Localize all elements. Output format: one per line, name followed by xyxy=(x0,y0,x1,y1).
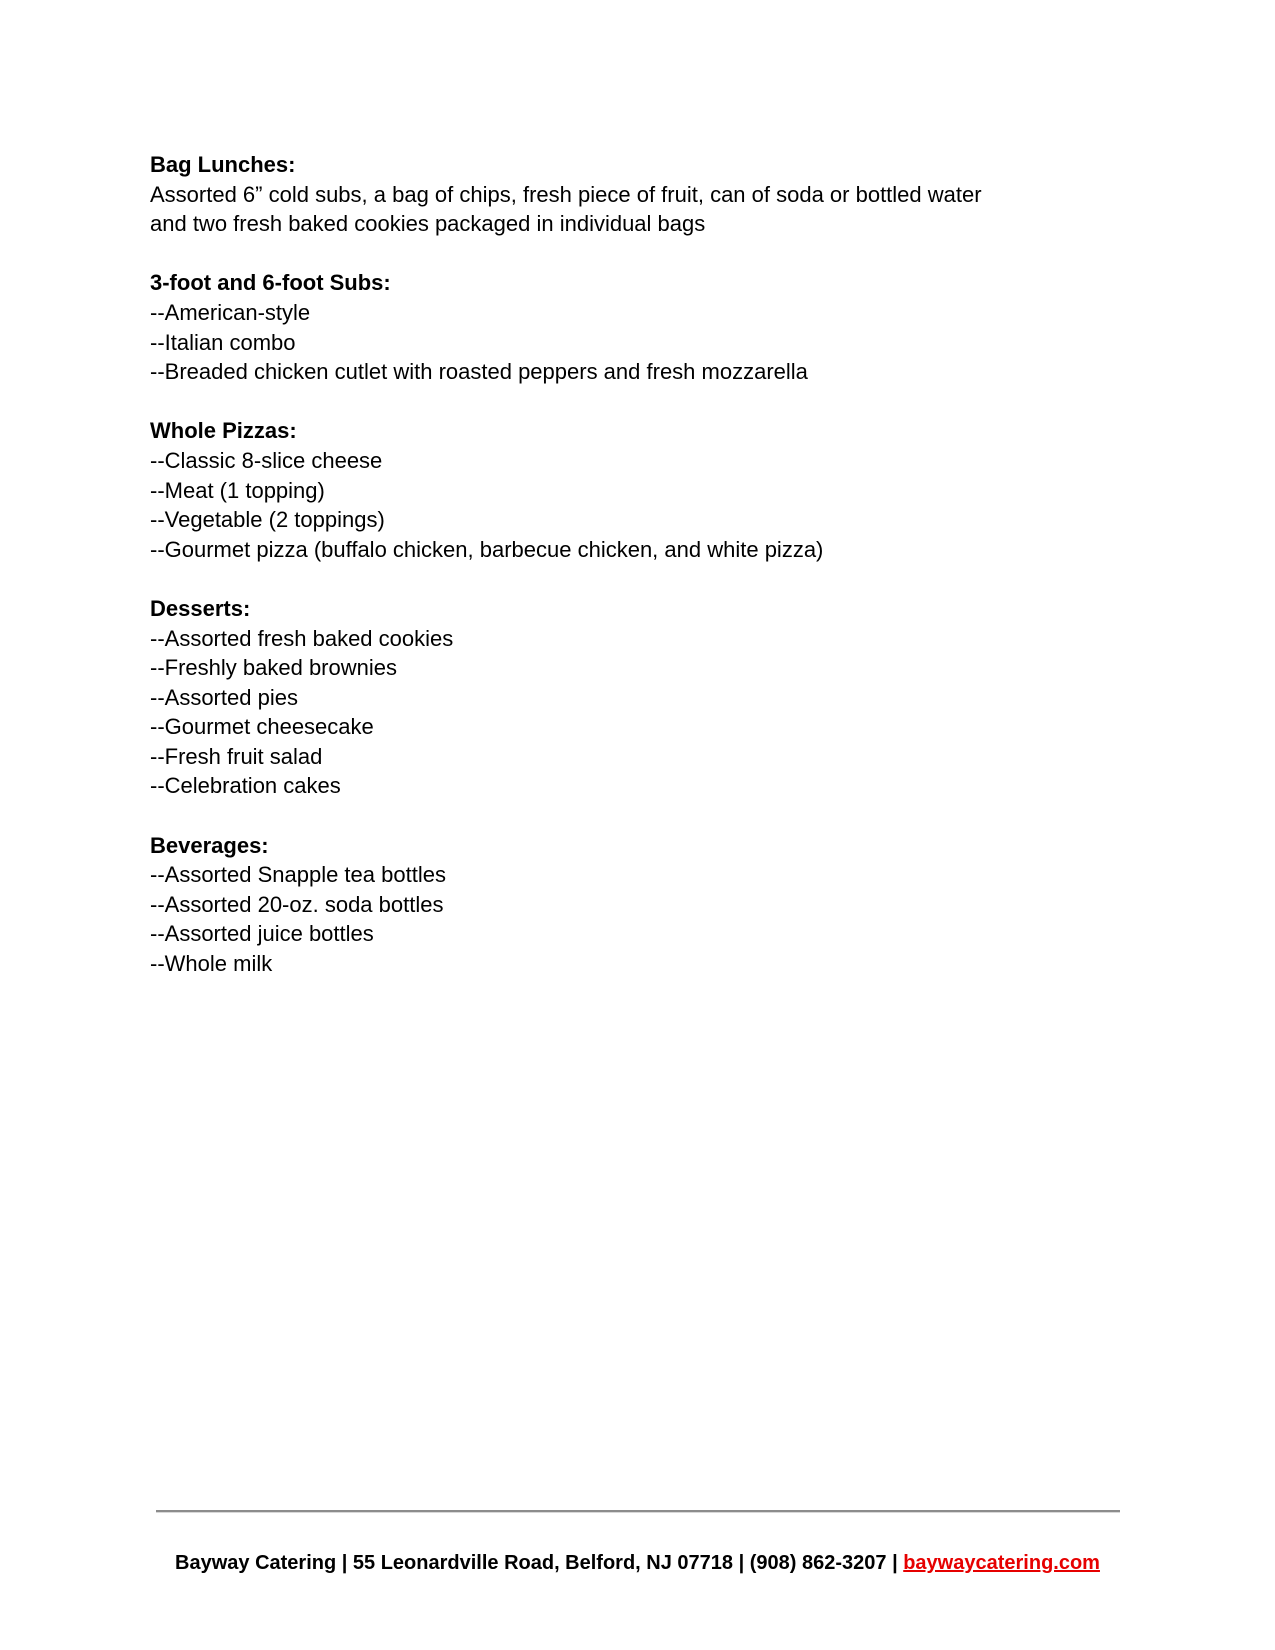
section-title-subs: 3-foot and 6-foot Subs: xyxy=(150,270,391,296)
section-whole-pizzas xyxy=(150,416,1125,564)
menu-line: --Gourmet cheesecake xyxy=(150,714,374,740)
section-bag-lunches xyxy=(150,150,1125,239)
menu-line: --Italian combo xyxy=(150,329,296,355)
menu-line: --Fresh fruit salad xyxy=(150,743,323,769)
menu-content xyxy=(150,150,1125,979)
menu-line: --Whole milk xyxy=(150,951,273,977)
section-desserts xyxy=(150,594,1125,801)
menu-line: --Freshly baked brownies xyxy=(150,655,397,681)
menu-line: --Vegetable (2 toppings) xyxy=(150,507,385,533)
menu-line: --American-style xyxy=(150,299,311,325)
menu-line: --Classic 8-slice cheese xyxy=(150,447,383,473)
section-title-beverages: Beverages: xyxy=(150,832,269,858)
footer-website-link[interactable]: baywaycatering.com xyxy=(903,1552,1100,1574)
section-beverages xyxy=(150,831,1125,979)
section-title-desserts: Desserts: xyxy=(150,595,251,621)
menu-line: --Assorted juice bottles xyxy=(150,921,374,947)
menu-line: --Celebration cakes xyxy=(150,773,341,799)
menu-line: --Breaded chicken cutlet with roasted peppers and fresh mozzarella xyxy=(150,359,808,385)
menu-line: --Assorted pies xyxy=(150,684,298,710)
menu-line: --Gourmet pizza (buffalo chicken, barbecue chicken, and white pizza) xyxy=(150,536,824,562)
menu-line: --Meat (1 topping) xyxy=(150,477,325,503)
section-title-bag-lunches: Bag Lunches: xyxy=(150,152,296,177)
footer-divider xyxy=(156,1510,1120,1512)
footer xyxy=(0,1550,1275,1576)
menu-line: --Assorted 20-oz. soda bottles xyxy=(150,891,444,917)
section-subs xyxy=(150,268,1125,386)
menu-line: --Assorted Snapple tea bottles xyxy=(150,862,446,888)
section-title-whole-pizzas: Whole Pizzas: xyxy=(150,418,297,444)
menu-line: and two fresh baked cookies packaged in individual bags xyxy=(150,211,706,237)
menu-line: --Assorted fresh baked cookies xyxy=(150,625,454,651)
footer-text: Bayway Catering | 55 Leonardville Road, Belford, NJ 07718 | (908) 862-3207 | xyxy=(175,1552,904,1574)
menu-line: Assorted 6” cold subs, a bag of chips, fresh piece of fruit, can of soda or bottled water xyxy=(150,181,982,207)
